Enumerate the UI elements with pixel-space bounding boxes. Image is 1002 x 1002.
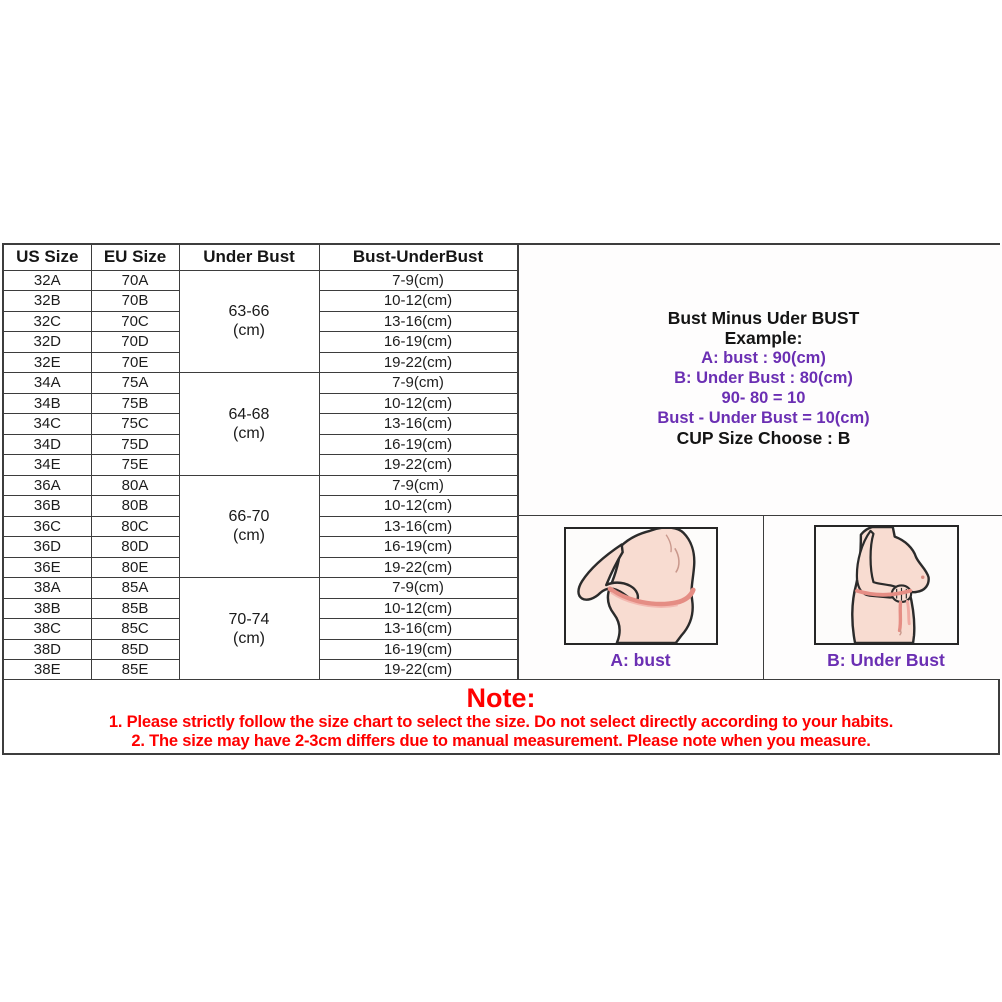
eu-size-cell: 75D xyxy=(91,434,179,455)
underbust-range-cell: 66-70 (cm) xyxy=(179,475,319,578)
us-size-cell: 36D xyxy=(4,537,91,558)
eu-size-cell: 85E xyxy=(91,660,179,680)
top-section xyxy=(4,245,998,680)
underbust-range-cell: 70-74 (cm) xyxy=(179,578,319,680)
us-size-cell: 32C xyxy=(4,311,91,332)
size-guide-panel xyxy=(2,243,1000,755)
eu-size-cell: 70C xyxy=(91,311,179,332)
us-size-cell: 36A xyxy=(4,475,91,496)
example-subtitle: Example: xyxy=(724,328,803,348)
us-size-cell: 32A xyxy=(4,270,91,291)
note-section xyxy=(4,680,998,753)
bust-diff-cell: 19-22(cm) xyxy=(319,557,517,578)
example-underbust-line: B: Under Bust : 80(cm) xyxy=(674,369,853,387)
underbust-figure-drawing xyxy=(816,527,957,643)
size-table-header-row xyxy=(4,245,517,270)
bust-illustration-label: A: bust xyxy=(610,650,671,670)
eu-size-cell: 70A xyxy=(91,270,179,291)
eu-size-cell: 80D xyxy=(91,537,179,558)
bust-diff-cell: 13-16(cm) xyxy=(319,311,517,332)
example-title: Bust Minus Uder BUST xyxy=(667,308,860,328)
eu-size-cell: 85A xyxy=(91,578,179,599)
eu-size-cell: 75A xyxy=(91,373,179,394)
example-conclusion: CUP Size Choose : B xyxy=(676,428,851,448)
us-size-cell: 36E xyxy=(4,557,91,578)
bust-diff-cell: 7-9(cm) xyxy=(319,475,517,496)
bust-diff-cell: 19-22(cm) xyxy=(319,352,517,373)
eu-size-cell: 85C xyxy=(91,619,179,640)
eu-size-cell: 80A xyxy=(91,475,179,496)
us-size-cell: 34B xyxy=(4,393,91,414)
bust-diff-cell: 16-19(cm) xyxy=(319,537,517,558)
bust-diff-cell: 10-12(cm) xyxy=(319,291,517,312)
us-size-cell: 38E xyxy=(4,660,91,680)
us-size-cell: 36B xyxy=(4,496,91,517)
us-size-cell: 34E xyxy=(4,455,91,476)
us-size-cell: 34D xyxy=(4,434,91,455)
bust-illustration-cell xyxy=(519,516,764,679)
column-header: EU Size xyxy=(91,245,179,270)
bust-diff-cell: 19-22(cm) xyxy=(319,455,517,476)
column-header: Bust-UnderBust xyxy=(319,245,517,270)
us-size-cell: 34A xyxy=(4,373,91,394)
us-size-cell: 32D xyxy=(4,332,91,353)
measurement-panel xyxy=(518,245,1002,679)
us-size-cell: 38D xyxy=(4,639,91,660)
size-row xyxy=(4,475,517,496)
eu-size-cell: 75E xyxy=(91,455,179,476)
size-row xyxy=(4,578,517,599)
bust-diff-cell: 7-9(cm) xyxy=(319,270,517,291)
note-line-2: 2. The size may have 2-3cm differs due to manual measurement. Please note when you measure. xyxy=(131,731,871,750)
column-header: US Size xyxy=(4,245,91,270)
illustration-row xyxy=(519,516,1002,679)
eu-size-cell: 85D xyxy=(91,639,179,660)
bust-diff-cell: 19-22(cm) xyxy=(319,660,517,680)
size-table xyxy=(4,245,518,680)
bust-diff-cell: 16-19(cm) xyxy=(319,434,517,455)
us-size-cell: 34C xyxy=(4,414,91,435)
eu-size-cell: 80C xyxy=(91,516,179,537)
bust-diff-cell: 16-19(cm) xyxy=(319,332,517,353)
underbust-illustration-cell xyxy=(764,516,1002,679)
bust-diff-cell: 13-16(cm) xyxy=(319,516,517,537)
us-size-cell: 32E xyxy=(4,352,91,373)
eu-size-cell: 85B xyxy=(91,598,179,619)
us-size-cell: 38A xyxy=(4,578,91,599)
note-line-1: 1. Please strictly follow the size chart to select the size. Do not select directly according to your habits. xyxy=(108,713,894,731)
eu-size-cell: 80B xyxy=(91,496,179,517)
example-bust-line: A: bust : 90(cm) xyxy=(701,349,826,367)
note-title: Note: xyxy=(466,683,536,713)
bust-diff-cell: 10-12(cm) xyxy=(319,393,517,414)
us-size-cell: 38C xyxy=(4,619,91,640)
bust-diff-cell: 16-19(cm) xyxy=(319,639,517,660)
measurement-example xyxy=(519,245,1002,516)
bust-figure-drawing xyxy=(566,529,716,643)
us-size-cell: 36C xyxy=(4,516,91,537)
underbust-range-cell: 63-66 (cm) xyxy=(179,270,319,373)
eu-size-cell: 80E xyxy=(91,557,179,578)
size-row xyxy=(4,373,517,394)
bust-diff-cell: 13-16(cm) xyxy=(319,414,517,435)
underbust-measurement-illustration xyxy=(814,525,959,645)
example-result-line: Bust - Under Bust = 10(cm) xyxy=(657,409,870,427)
column-header: Under Bust xyxy=(179,245,319,270)
underbust-illustration-label: B: Under Bust xyxy=(827,650,945,670)
underbust-range-cell: 64-68 (cm) xyxy=(179,373,319,476)
eu-size-cell: 75B xyxy=(91,393,179,414)
bust-diff-cell: 7-9(cm) xyxy=(319,373,517,394)
eu-size-cell: 70B xyxy=(91,291,179,312)
bust-diff-cell: 13-16(cm) xyxy=(319,619,517,640)
us-size-cell: 32B xyxy=(4,291,91,312)
bust-measurement-illustration xyxy=(564,527,718,645)
bust-diff-cell: 10-12(cm) xyxy=(319,598,517,619)
bust-diff-cell: 10-12(cm) xyxy=(319,496,517,517)
size-row xyxy=(4,270,517,291)
eu-size-cell: 70E xyxy=(91,352,179,373)
eu-size-cell: 75C xyxy=(91,414,179,435)
us-size-cell: 38B xyxy=(4,598,91,619)
example-subtraction-line: 90- 80 = 10 xyxy=(721,389,806,407)
eu-size-cell: 70D xyxy=(91,332,179,353)
bust-diff-cell: 7-9(cm) xyxy=(319,578,517,599)
